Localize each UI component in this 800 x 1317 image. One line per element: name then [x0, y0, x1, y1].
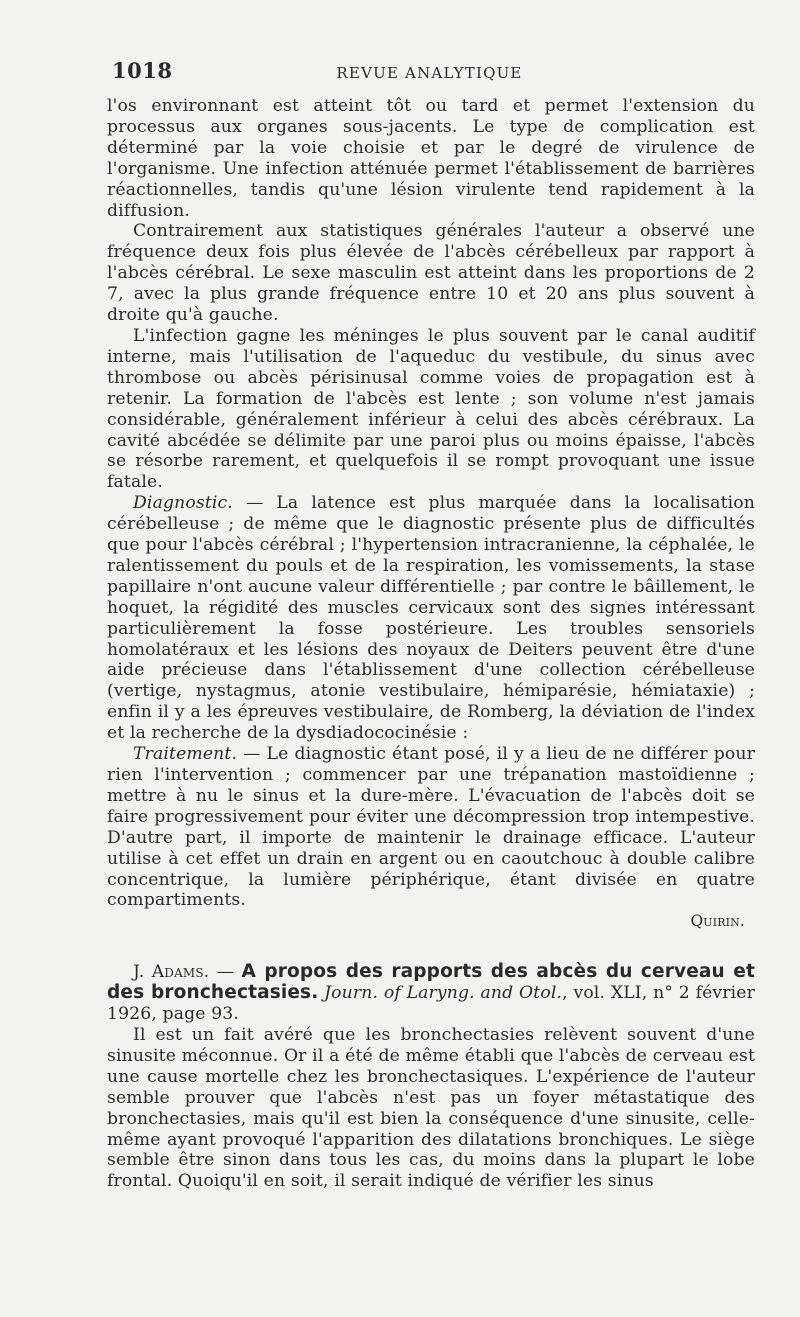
reference-citation: , vol. XLI, n° 2 février 1926, page 93. — [107, 983, 755, 1025]
paragraph: Il est un fait avéré que les bronchectasies relèvent souvent d'une sinusite méconnue. Or il a été de même établi que l'abcès de cerveau est une cause mortelle chez les bronchectasiques. L'expérience de l'auteur semble prouver que l'abcès n'est pas un foyer métastatique des bronchectasies, mais qu'il est bien la conséquence d'une sinusite, celle-même ayant provoqué l'apparition des dilatations bronchiques. Le siège semble être sinon dans tous les cas, du moins dans la plupart le lobe frontal. Quoiqu'il en soit, il serait indiqué de vérifier les sinus — [107, 1024, 755, 1192]
paragraph-text: — La latence est plus marquée dans la localisation cérébelleuse ; de même que le diagnostic présente plus de difficultés que pour l'abcès cérébral ; l'hypertension intracranienne, la céphalée, le ralentissement du pouls et de la respiration, les vomissements, la stase papillaire n'ont aucune valeur différentielle ; par contre le bâillement, le hoquet, la régidité des muscles cervicaux sont des signes intéressant particulièrement la fosse postérieure. Les troubles sensoriels homolatéraux et les lésions des noyaux de Deiters peuvent être d'une aide précieuse dans l'établissement d'une collection cérébelleuse (vertige, nystagmus, atonie vestibulaire, hémiparésie, hémiataxie) ; enfin il y a les épreuves vestibulaire, de Romberg, la déviation de l'index et la recherche de la dysdiadococinésie : — [107, 493, 755, 744]
reference-title: A propos des rapports des abcès du cerveau et des bronchectasies. — [107, 961, 755, 1004]
paragraph: l'os environnant est atteint tôt ou tard et permet l'extension du processus aux organes sous-jacents. Le type de complication est déterminé par la voie choisie et par le degré de virulence de l'organisme. Une infection atténuée permet l'établissement de barrières réactionnelles, tandis qu'une lésion virulente tend rapidement à la diffusion. — [107, 96, 755, 221]
paragraph-traitement — [107, 744, 755, 911]
reference-journal: Journ. of Laryng. and Otol. — [318, 983, 563, 1004]
page-header — [107, 58, 752, 88]
section-label-diagnostic: Diagnostic. — [133, 493, 233, 514]
paragraph: Contrairement aux statistiques générales l'auteur a observé une fréquence deux fois plus élevée de l'abcès cérébelleux par rapport à l'abcès cérébral. Le sexe masculin est atteint dans les proportions de 2 7, avec la plus grande fréquence entre 10 et 20 ans plus souvent à droite qu'à gauche. — [107, 221, 755, 326]
page-number: 1018 — [112, 58, 173, 83]
section-gap — [107, 932, 755, 962]
section-label-traitement: Traitement. — [133, 744, 238, 765]
running-title: REVUE ANALYTIQUE — [336, 64, 523, 82]
paragraph-text: — Le diagnostic étant posé, il y a lieu de ne différer pour rien l'intervention ; commencer par une trépanation mastoïdienne ; mettre à nu le sinus et la dure-mère. L'évacuation de l'abcès doit se faire progressivement pour éviter une décompression trop intempestive. D'autre part, il importe de maintenir le drainage efficace. L'auteur utilise à cet effet un drain en argent ou en caoutchouc à double calibre concentrique, la lumière périphérique, étant divisée en quatre compartiments. — [107, 744, 755, 911]
reference-author: J. Adams. — [133, 962, 210, 983]
signature: Quirin. — [690, 912, 745, 931]
body-text — [107, 96, 755, 1192]
reference-heading — [107, 962, 755, 1025]
reference-dash: — — [209, 962, 242, 983]
paragraph-diagnostic — [107, 493, 755, 744]
paragraph: L'infection gagne les méninges le plus souvent par le canal auditif interne, mais l'utilisation de l'aqueduc du vestibule, du sinus avec thrombose ou abcès périsinusal comme voies de propagation est à retenir. La formation de l'abcès est lente ; son volume n'est jamais considérable, généralement inférieur à celui des abcès cérébraux. La cavité abcédée se délimite par une paroi plus ou moins épaisse, l'abcès se résorbe rarement, et quelquefois il se rompt provoquant une issue fatale. — [107, 325, 755, 493]
